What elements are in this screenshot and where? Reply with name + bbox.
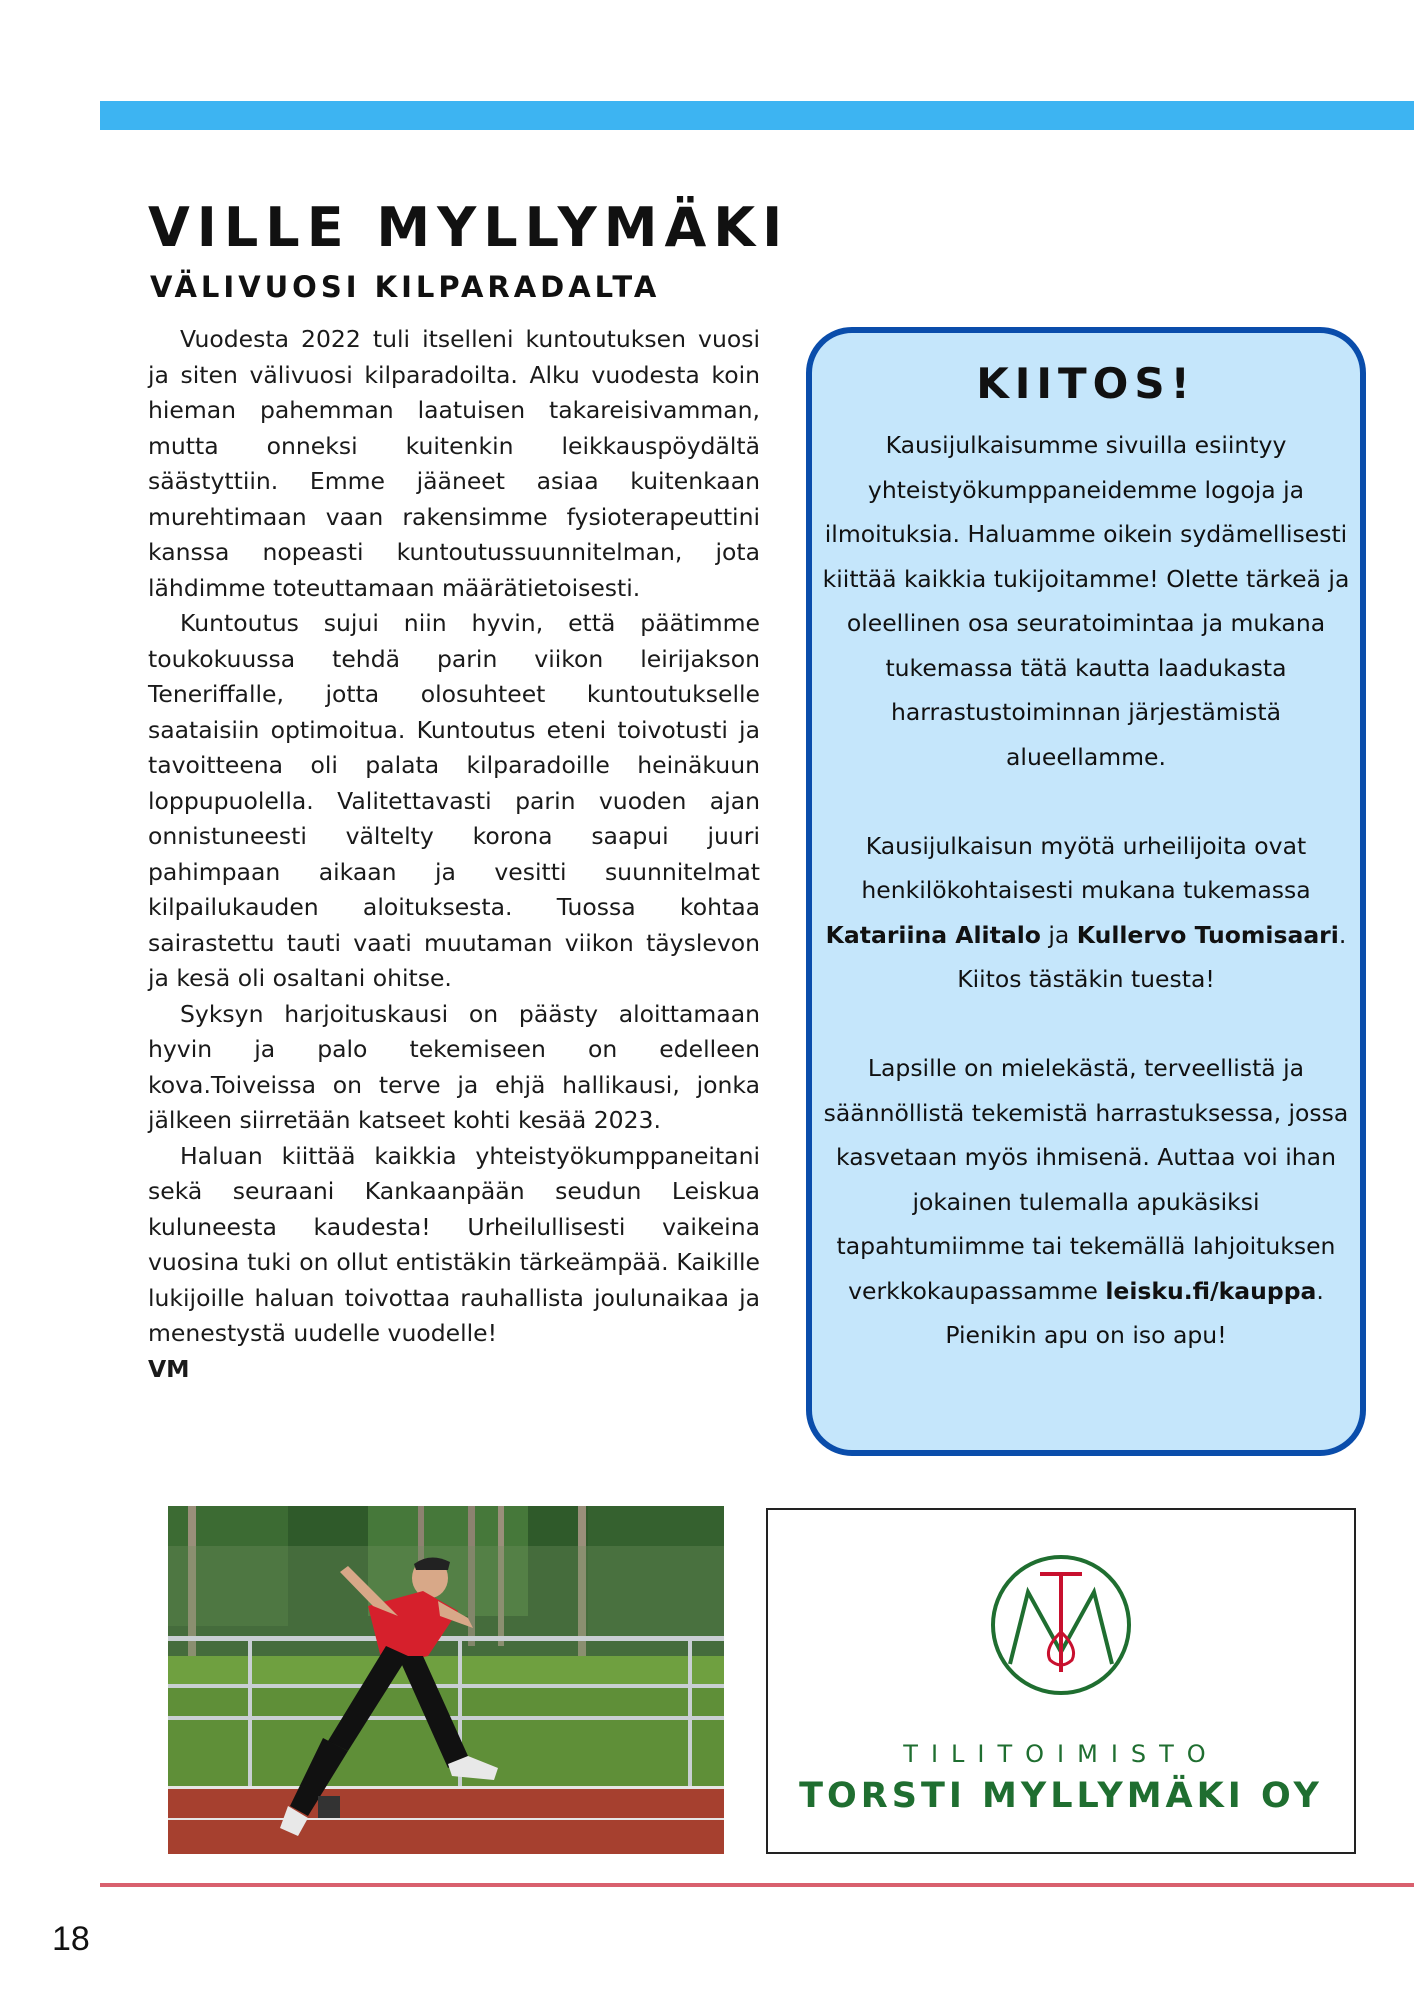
logo-tagline: TILITOIMISTO xyxy=(903,1740,1219,1768)
sprinter-photo xyxy=(168,1506,724,1854)
supporter-name: Kullervo Tuomisaari xyxy=(1076,920,1339,949)
article-title: VILLE MYLLYMÄKI xyxy=(148,196,790,259)
page-number: 18 xyxy=(52,1920,90,1958)
period: . xyxy=(1338,920,1347,949)
donation-text: Lapsille on mielekästä, terveellistä ja säännöllistä tekemistä harrastuksessa, jossa kasvetaan myös ihmisenä. Auttaa voi ihan jokainen tulemalla apukäsiksi tapahtumiimme tai tekemällä lahjoituksen verkkokaupassamme xyxy=(823,1054,1349,1305)
monogram-logo-icon xyxy=(988,1552,1134,1698)
article-paragraph: Vuodesta 2022 tuli itselleni kuntoutuksen vuosi ja siten välivuosi kilparadoilta. Alku vuodesta koin hieman pahemman laatuisen takareisivamman, mutta onneksi kuitenkin leikkauspöydältä säästyttiin. Emme jääneet asiaa kuitenkaan murehtimaan vaan rakensimme fysioterapeuttini kanssa nopeasti kuntoutussuunnitelman, jota lähdimme toteuttamaan määrätietoisesti. xyxy=(148,325,760,602)
thanks-title: KIITOS! xyxy=(976,359,1196,408)
article-signature: VM xyxy=(148,1354,190,1383)
thanks-paragraph: Kausijulkaisumme sivuilla esiintyy yhteistyökumppaneidemme logoja ja ilmoituksia. Haluamme oikein sydämellisesti kiittää kaikkia tukijoitamme! Olette tärkeä ja oleellinen osa seuratoimintaa ja mukana tukemassa tätä kautta laadukasta harrastustoiminnan järjestämistä alueellamme. xyxy=(822,431,1350,771)
paragraph-gap xyxy=(818,779,1354,824)
logo-company-name: TORSTI MYLLYMÄKI OY xyxy=(799,1776,1323,1816)
thanks-supporters-intro: Kausijulkaisun myötä urheilijoita ovat henkilökohtaisesti mukana tukemassa xyxy=(861,831,1311,904)
thanks-box xyxy=(806,327,1366,1456)
paragraph-gap xyxy=(818,1002,1354,1047)
thanks-body xyxy=(818,423,1354,1358)
article-paragraph: Syksyn harjoituskausi on päästy aloittamaan hyvin ja palo tekemiseen on edelleen kova.Toiveissa on terve ja ehjä hallikausi, jonka jälkeen siirretään katseet kohti kesää 2023. xyxy=(148,999,760,1134)
article-subtitle: VÄLIVUOSI KILPARADALTA xyxy=(150,270,661,304)
thanks-supporters-outro: Kiitos tästäkin tuesta! xyxy=(957,965,1215,993)
supporter-name: Katariina Alitalo xyxy=(825,920,1041,949)
bottom-divider xyxy=(100,1883,1414,1887)
donation-outro: . Pienikin apu on iso apu! xyxy=(945,1276,1324,1349)
article-body xyxy=(148,322,760,1387)
article-paragraph: Haluan kiittää kaikkia yhteistyökumppaneitani sekä seuraani Kankaanpään seudun Leiskua kuluneesta kaudesta! Urheilullisesti vaikeina vuosina tuki on ollut entistäkin tärkeämpää. Kaikille lukijoille haluan toivottaa rauhallista joulunaikaa ja menestystä uudelle vuodelle! xyxy=(148,1141,760,1347)
thanks-paragraph xyxy=(818,1046,1354,1358)
thanks-paragraph xyxy=(818,824,1354,1002)
conjunction: ja xyxy=(1048,920,1070,949)
sponsor-logo-ad xyxy=(766,1508,1356,1854)
shop-link[interactable]: leisku.fi/kauppa xyxy=(1105,1276,1317,1305)
top-accent-bar xyxy=(100,101,1414,130)
article-paragraph: Kuntoutus sujui niin hyvin, että päätimme toukokuussa tehdä parin viikon leirijakson Teneriffalle, jotta olosuhteet kuntoutukselle saataisiin optimoitua. Kuntoutus eteni toivotusti ja tavoitteena oli palata kilparadoille heinäkuun loppupuolella. Valitettavasti parin vuoden ajan onnistuneesti vältelty korona saapui juuri pahimpaan aikaan ja vesitti suunnitelmat kilpailukauden aloituksesta. Tuossa kohtaa sairastettu tauti vaati muutaman viikon täyslevon ja kesä oli osaltani ohitse. xyxy=(148,609,760,992)
